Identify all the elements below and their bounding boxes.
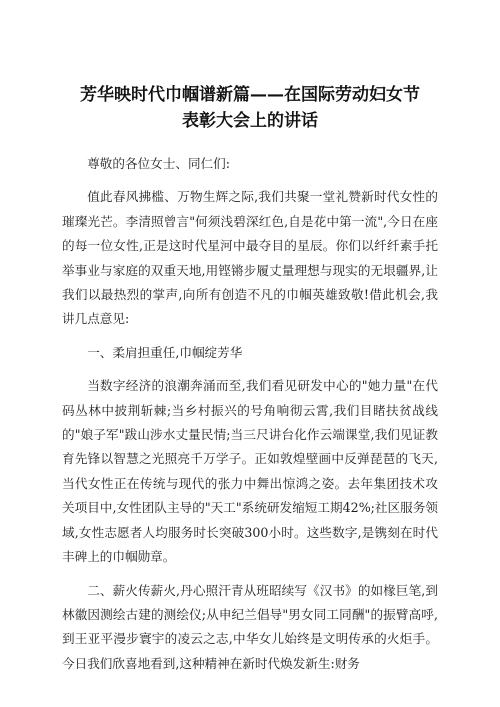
title-line-2: 表彰大会上的讲话 — [182, 111, 318, 131]
paragraph-section-1: 当数字经济的浪潮奔涌而至,我们看见研发中心的"她力量"在代码丛林中披荆斩棘;当乡村振兴的号角响彻云霄,我们目睹扶贫战线的"娘子军"跋山涉水丈量民情;当三尺讲台化作云端课堂,我们见证教育先锋以智慧之光照亮千万学子。正如敦煌壁画中反弹琵琶的飞天,当代女性正在传统与现代的张力中舞出惊鸿之姿。去年集团技术攻关项目中,女性团队主导的"天工"系统研发缩短工期42%;社区服务领域,女性志愿者人均服务时长突破300小时。这些数字,是镌刻在时代丰碑上的巾帼勋章。 — [62, 378, 438, 565]
document-title — [62, 82, 438, 134]
paragraph-section-2: 二、薪火传薪火,丹心照汗青从班昭续写《汉书》的如椽巨笔,到林徽因测绘古建的测绘仪;从申纪兰倡导"男女同工同酬"的振臂高呼,到王亚平漫步寰宇的凌云之志,中华女儿始终是文明传承的火炬手。今日我们欣喜地看到,这种精神在新时代焕发新生:财务 — [62, 582, 438, 671]
paragraph-opening: 值此春风拂槛、万物生辉之际,我们共聚一堂礼赞新时代女性的璀璨光芒。李清照曾言"何须浅碧深红色,自是花中第一流",今日在座的每一位女性,正是这时代星河中最夺目的星辰。你们以纤纤素手托举事业与家庭的双重天地,用铿锵步履丈量理想与现实的无垠疆界,让我们以最热烈的掌声,向所有创造不凡的巾帼英雄致敬!借此机会,我讲几点意见: — [62, 189, 438, 327]
salutation: 尊敬的各位女士、同仁们: — [87, 156, 230, 171]
document-body — [62, 152, 438, 676]
section-heading-1: 一、柔肩担重任,巾帼绽芳华 — [87, 344, 243, 360]
title-line-1: 芳华映时代巾帼谱新篇——在国际劳动妇女节 — [80, 85, 420, 105]
